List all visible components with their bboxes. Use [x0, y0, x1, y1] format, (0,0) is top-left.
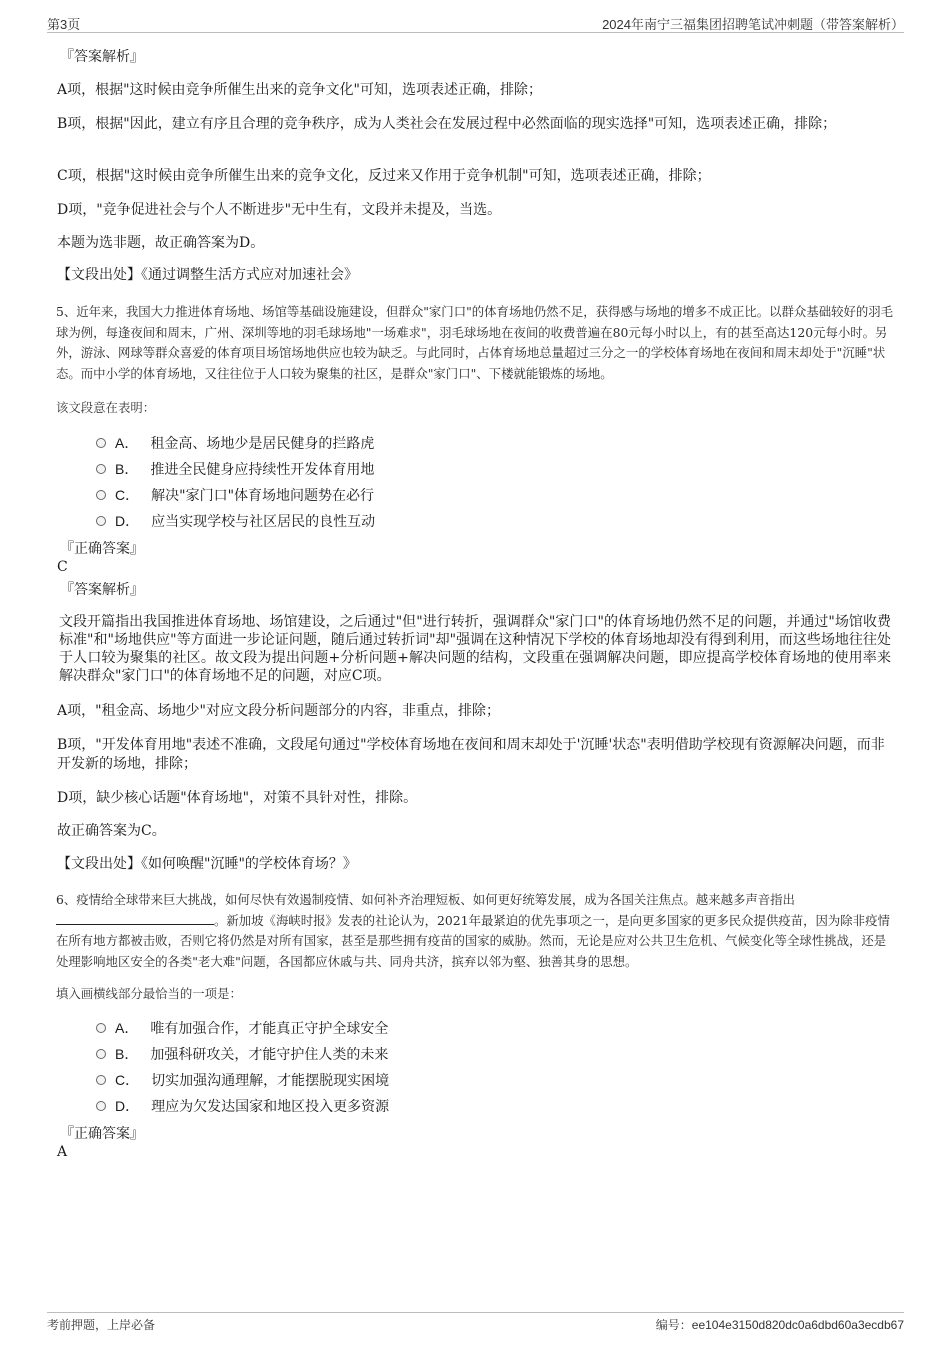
page-header	[47, 10, 904, 33]
source-citation: 【文段出处】《通过调整生活方式应对加速社会》	[57, 267, 358, 283]
document-code: 编号：ee104e3150d820dc0a6dbd60a3ecdb67	[655, 1318, 904, 1332]
fill-blank	[56, 912, 214, 925]
analysis-conclusion: 本题为选非题，故正确答案为D。	[57, 235, 265, 251]
correct-answer-value: C	[57, 559, 68, 575]
page-footer	[47, 1312, 904, 1335]
source-citation: 【文段出处】《如何唤醒"沉睡"的学校体育场？》	[57, 856, 357, 872]
correct-answer-value: A	[57, 1144, 68, 1160]
question-5-passage: 5、近年来，我国大力推进体育场地、场馆等基础设施建设，但群众"家门口"的体育场地仍然不足，获得感与场地的增多不成正比。以群众基础较好的羽毛球为例，每逢夜间和周末，广州、深圳等地的羽毛球场地"一场难求"，羽毛球场地在夜间的收费普遍在80元每小时以上，有的甚至高达120元每小时。另外，游泳、网球等群众喜爱的体育项目场馆场地供应也较为缺乏。与此同时，占体育场地总量超过三分之一的学校体育场地在夜间和周末却处于"沉睡"状态。而中小学的体育场地，又往往位于人口较为聚集的社区，是群众"家门口"、下楼就能锻炼的场地。	[56, 304, 894, 381]
question-6-option-a[interactable]: A． 唯有加强合作，才能真正守护全球安全	[96, 1018, 388, 1038]
analysis-label: 『答案解析』	[60, 49, 144, 65]
radio-icon[interactable]	[96, 1023, 106, 1033]
analysis-item-d: D项，"竞争促进社会与个人不断进步"无中生有，文段并未提及，当选。	[57, 202, 502, 218]
question-5-option-a[interactable]: A． 租金高、场地少是居民健身的拦路虎	[96, 433, 374, 453]
analysis-conclusion: 故正确答案为C。	[57, 823, 166, 839]
radio-icon[interactable]	[96, 490, 106, 500]
question-5-option-d[interactable]: D． 应当实现学校与社区居民的良性互动	[96, 511, 375, 531]
question-5-option-b[interactable]: B． 推进全民健身应持续性开发体育用地	[96, 459, 374, 479]
document-title: 2024年南宁三福集团招聘笔试冲刺题（带答案解析）	[602, 17, 904, 32]
question-6-option-d[interactable]: D． 理应为欠发达国家和地区投入更多资源	[96, 1096, 389, 1116]
radio-icon[interactable]	[96, 516, 106, 526]
question-6-prompt: 填入画横线部分最恰当的一项是：	[56, 986, 242, 1001]
footer-slogan: 考前押题，上岸必备	[47, 1318, 156, 1332]
analysis-item-c: C项，根据"这时候由竞争所催生出来的竞争文化，反过来又作用于竞争机制"可知，选项表述正确，排除；	[57, 168, 711, 184]
analysis-item-b: B项，根据"因此，建立有序且合理的竞争秩序，成为人类社会在发展过程中必然面临的现实选择"可知，选项表述正确，排除；	[57, 116, 837, 132]
radio-icon[interactable]	[96, 438, 106, 448]
analysis-item-a: A项，"租金高、场地少"对应文段分析问题部分的内容，非重点，排除；	[57, 703, 500, 719]
radio-icon[interactable]	[96, 1101, 106, 1111]
page-number: 第3页	[47, 17, 81, 32]
analysis-item-b: B项，"开发体育用地"表述不准确，文段尾句通过"学校体育场地在夜间和周末却处于'沉睡'状态"表明借助学校现有资源解决问题，而非开发新的场地，排除；	[57, 737, 885, 772]
radio-icon[interactable]	[96, 464, 106, 474]
question-6-option-b[interactable]: B． 加强科研攻关，才能守护住人类的未来	[96, 1044, 388, 1064]
question-6-option-c[interactable]: C． 切实加强沟通理解，才能摆脱现实困境	[96, 1070, 389, 1090]
analysis-item-d: D项，缺少核心话题"体育场地"，对策不具针对性，排除。	[57, 790, 418, 806]
radio-icon[interactable]	[96, 1075, 106, 1085]
analysis-item-a: A项，根据"这时候由竞争所催生出来的竞争文化"可知，选项表述正确，排除；	[57, 82, 542, 98]
analysis-label: 『答案解析』	[60, 582, 144, 598]
radio-icon[interactable]	[96, 1049, 106, 1059]
question-5-analysis: 文段开篇指出我国推进体育场地、场馆建设，之后通过"但"进行转折，强调群众"家门口"的体育场地仍然不足的问题，并通过"场馆收费标准"和"场地供应"等方面进一步论证问题，随后通过转折词"却"强调在这种情况下学校的体育场地却没有得到利用，而这些场地往往处于人口较为聚集的社区。故文段为提出问题+分析问题+解决问题的结构，文段重在强调解决问题，即应提高学校体育场地的使用率来解决群众"家门口"的体育场地不足的问题，对应C项。	[59, 614, 891, 684]
correct-answer-label: 『正确答案』	[60, 541, 144, 557]
correct-answer-label: 『正确答案』	[60, 1126, 144, 1142]
question-5-option-c[interactable]: C． 解决"家门口"体育场地问题势在必行	[96, 485, 374, 505]
question-6-passage: 6、疫情给全球带来巨大挑战，如何尽快有效遏制疫情、如何补齐治理短板、如何更好统筹发展，成为各国关注焦点。越来越多声音指出 。新加坡《海峡时报》发表的社论认为，2021年最紧迫的优先事项之一，是向更多国家的更多民众提供疫苗，因为除非疫情在所有地方都被击败，否则它将仍然是对所有国家，甚至是那些拥有疫苗的国家的威胁。然而，无论是应对公共卫生危机、气候变化等全球性挑战，还是处理影响地区安全的各类"老大难"问题，各国都应休戚与共、同舟共济，摈弃以邻为壑、独善其身的思想。	[56, 892, 890, 969]
question-5-prompt: 该文段意在表明：	[56, 400, 156, 415]
